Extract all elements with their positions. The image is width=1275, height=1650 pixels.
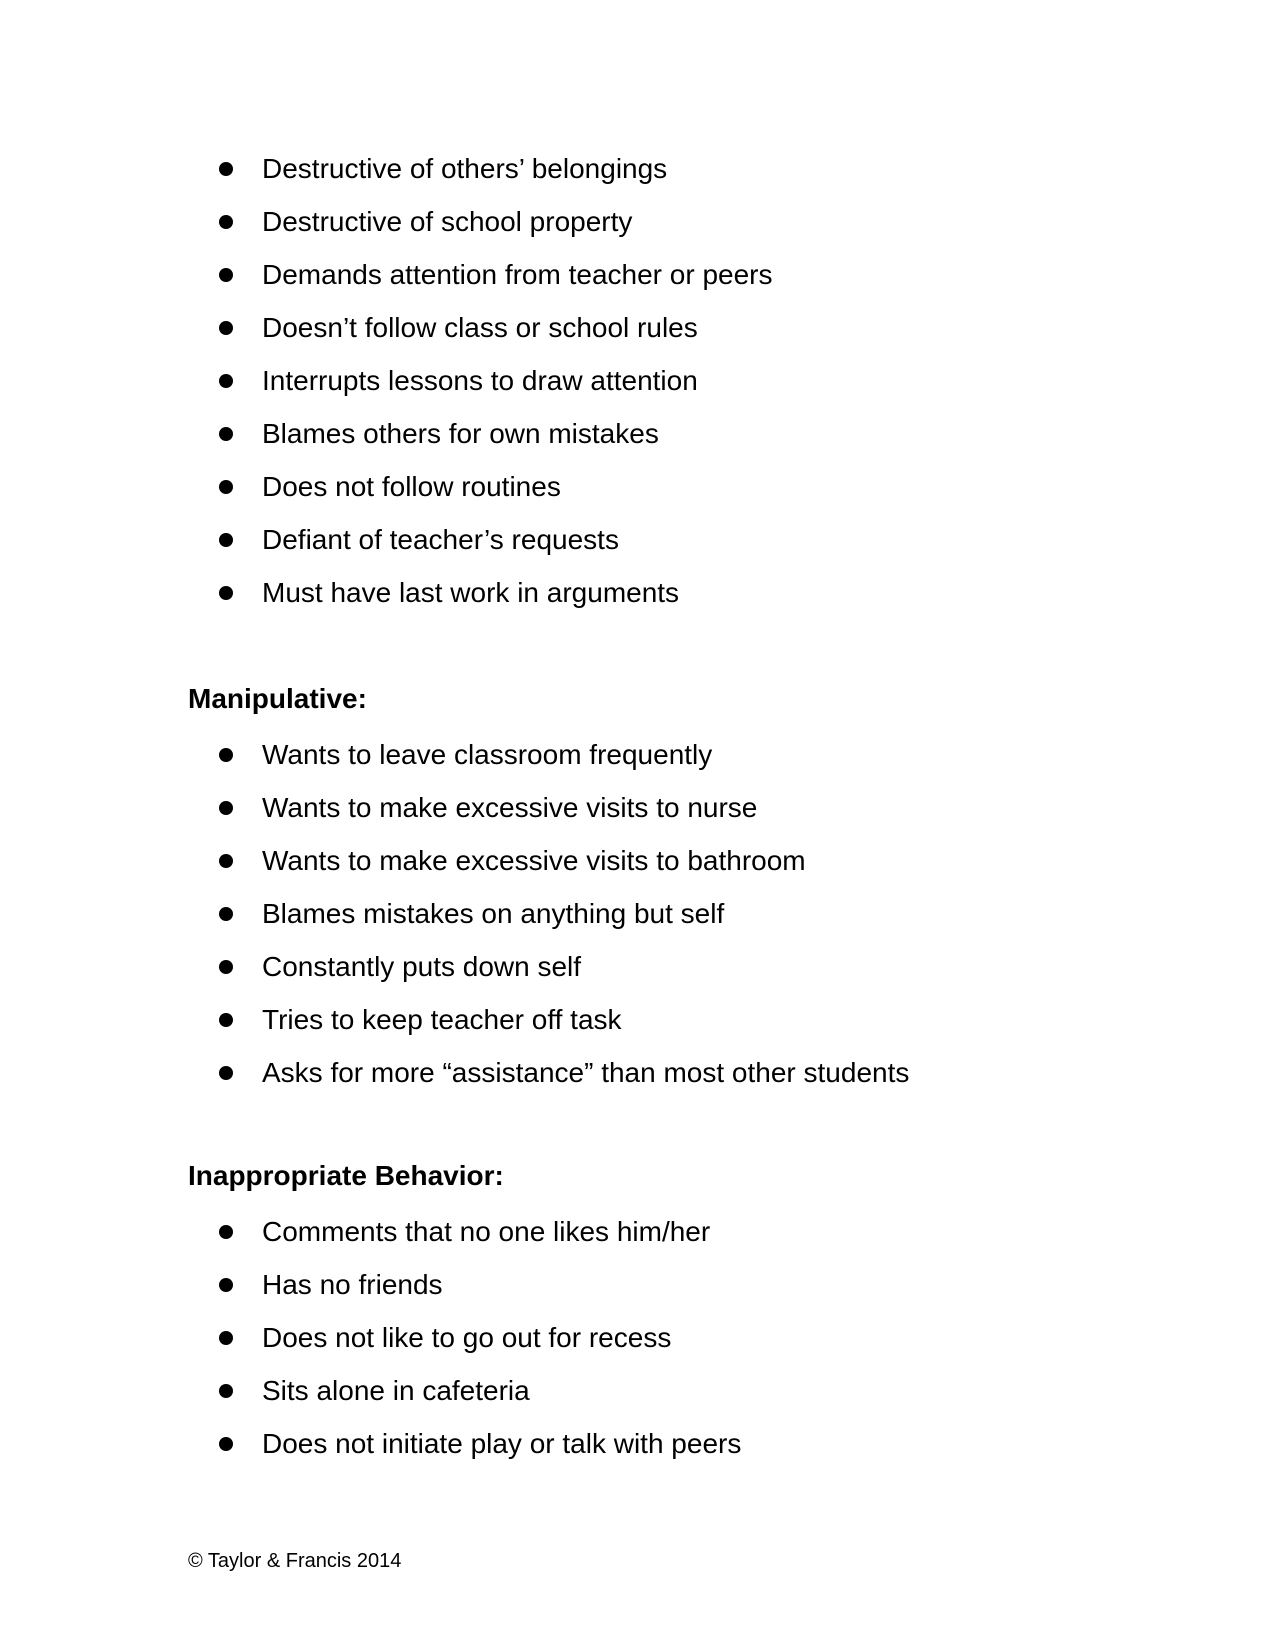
list-item-text: Sits alone in cafeteria	[262, 1375, 530, 1406]
list-item	[219, 205, 772, 258]
list-item	[219, 1003, 909, 1056]
bullet-icon	[219, 480, 233, 494]
section-heading-manipulative: Manipulative:	[188, 683, 367, 714]
bullet-icon	[219, 801, 233, 815]
list-item	[219, 738, 909, 791]
list-item-text: Wants to make excessive visits to nurse	[262, 792, 758, 823]
bullet-list-disruptive	[219, 152, 772, 629]
list-item-text: Defiant of teacher’s requests	[262, 524, 619, 555]
bullet-icon	[219, 1013, 233, 1027]
bullet-icon	[219, 1331, 233, 1345]
bullet-icon	[219, 1225, 233, 1239]
bullet-icon	[219, 586, 233, 600]
list-item	[219, 1427, 741, 1480]
list-item-text: Has no friends	[262, 1269, 443, 1300]
bullet-list-inappropriate-behavior	[219, 1215, 741, 1480]
bullet-icon	[219, 427, 233, 441]
list-item	[219, 417, 772, 470]
bullet-icon	[219, 960, 233, 974]
list-item-text: Constantly puts down self	[262, 951, 582, 982]
list-item	[219, 791, 909, 844]
bullet-icon	[219, 1066, 233, 1080]
list-item	[219, 152, 772, 205]
list-item	[219, 523, 772, 576]
list-item-text: Does not like to go out for recess	[262, 1322, 672, 1353]
list-item-text: Must have last work in arguments	[262, 577, 680, 608]
list-item	[219, 950, 909, 1003]
list-item	[219, 1321, 741, 1374]
bullet-icon	[219, 533, 233, 547]
list-item-text: Does not follow routines	[262, 471, 561, 502]
bullet-icon	[219, 1384, 233, 1398]
bullet-list-manipulative	[219, 738, 909, 1109]
list-item	[219, 1056, 909, 1109]
list-item-text: Doesn’t follow class or school rules	[262, 312, 698, 343]
list-item-text: Destructive of others’ belongings	[262, 153, 668, 184]
list-item-text: Blames others for own mistakes	[262, 418, 659, 449]
list-item-text: Comments that no one likes him/her	[262, 1216, 711, 1247]
list-item	[219, 1215, 741, 1268]
list-item	[219, 844, 909, 897]
section-heading-inappropriate-behavior: Inappropriate Behavior:	[188, 1160, 504, 1191]
bullet-icon	[219, 268, 233, 282]
bullet-icon	[219, 854, 233, 868]
bullet-icon	[219, 1437, 233, 1451]
list-item-text: Interrupts lessons to draw attention	[262, 365, 698, 396]
bullet-icon	[219, 321, 233, 335]
list-item-text: Destructive of school property	[262, 206, 633, 237]
list-item-text: Demands attention from teacher or peers	[262, 259, 773, 290]
list-item-text: Wants to make excessive visits to bathroom	[262, 845, 806, 876]
bullet-icon	[219, 215, 233, 229]
bullet-icon	[219, 374, 233, 388]
bullet-icon	[219, 162, 233, 176]
list-item	[219, 1374, 741, 1427]
list-item	[219, 258, 772, 311]
list-item	[219, 576, 772, 629]
list-item	[219, 364, 772, 417]
list-item	[219, 311, 772, 364]
list-item	[219, 470, 772, 523]
list-item-text: Tries to keep teacher off task	[262, 1004, 622, 1035]
bullet-icon	[219, 907, 233, 921]
bullet-icon	[219, 1278, 233, 1292]
list-item-text: Wants to leave classroom frequently	[262, 739, 713, 770]
bullet-icon	[219, 748, 233, 762]
list-item	[219, 1268, 741, 1321]
list-item-text: Does not initiate play or talk with peers	[262, 1428, 742, 1459]
copyright-footer: © Taylor & Francis 2014	[188, 1550, 402, 1572]
list-item	[219, 897, 909, 950]
list-item-text: Asks for more “assistance” than most other students	[262, 1057, 910, 1088]
list-item-text: Blames mistakes on anything but self	[262, 898, 725, 929]
